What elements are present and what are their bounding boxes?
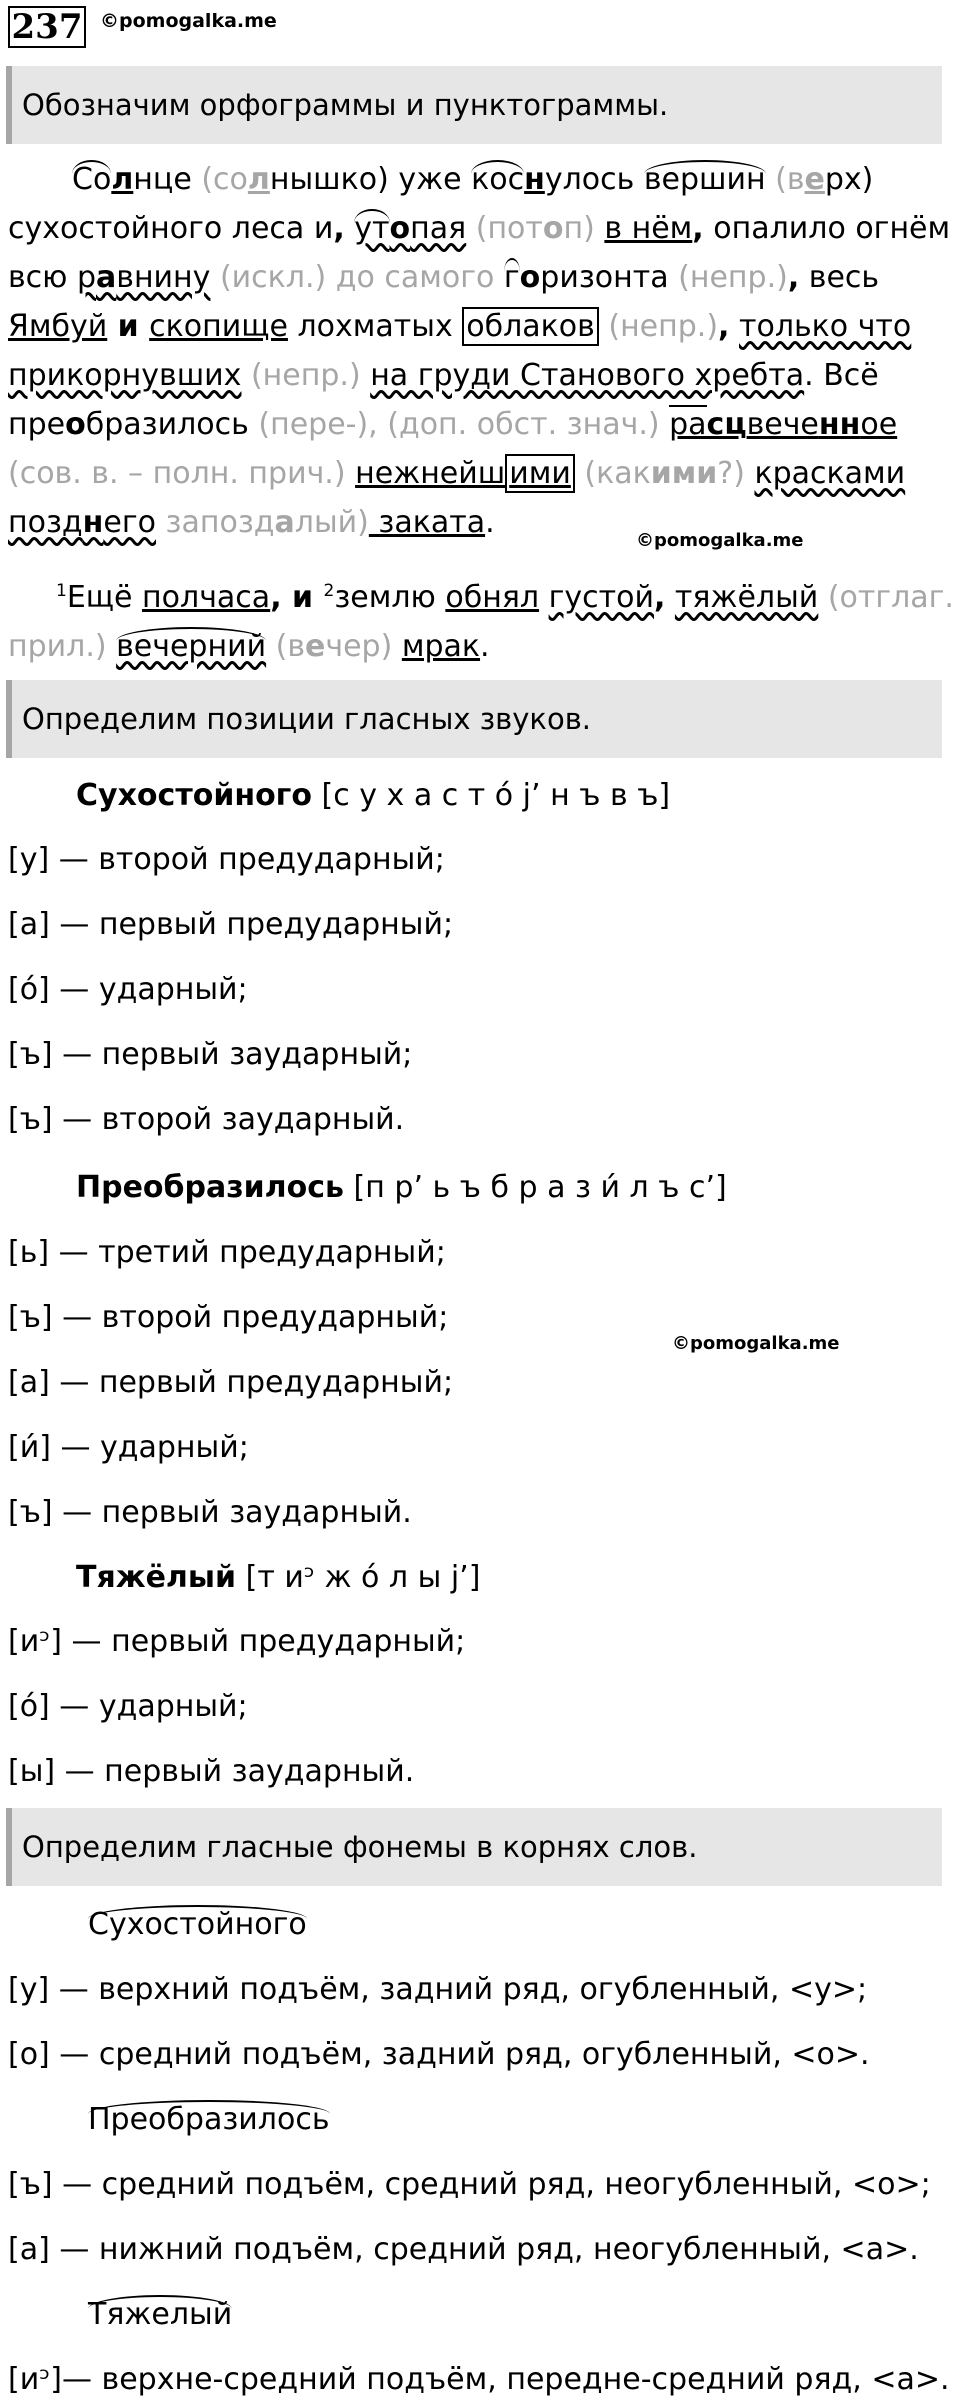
phonetic-line: [ъ] — второй предударный;	[8, 1300, 449, 1335]
phonetic-line: [а] — первый предударный;	[8, 907, 454, 942]
section-heading-vowels: Определим позиции гласных звуков.	[6, 680, 942, 758]
site-label: ©pomogalka.me	[100, 10, 277, 32]
phonetic-line: [ó] — ударный;	[8, 972, 248, 1007]
root-word-3: Тяжелый	[88, 2297, 233, 2332]
phonetic-heading-3: Тяжёлый [т иᵓ ж ó л ы j’]	[76, 1560, 481, 1595]
phoneme-line: [у] — верхний подъём, задний ряд, огубленный, <у>;	[8, 1972, 868, 2007]
phonetic-line: [иᵓ] — первый предударный;	[8, 1624, 466, 1659]
phonetic-line: [и́] — ударный;	[8, 1430, 249, 1465]
phoneme-line: [ъ] — средний подъём, средний ряд, неогубленный, <о>;	[8, 2167, 931, 2202]
task-number: 237	[8, 6, 86, 48]
phonetic-line: [ы] — первый заударный.	[8, 1754, 415, 1789]
section-heading-spelling: Обозначим орфограммы и пунктограммы.	[6, 66, 942, 144]
phoneme-line: [иᵓ]— верхне-средний подъём, передне-средний ряд, <а>.	[8, 2362, 950, 2397]
section-heading-phonemes: Определим гласные фонемы в корнях слов.	[6, 1808, 942, 1886]
phonetic-line: [у] — второй предударный;	[8, 842, 445, 877]
phoneme-line: [о] — средний подъём, задний ряд, огубленный, <о>.	[8, 2037, 870, 2072]
phonetic-line: [ó] — ударный;	[8, 1689, 248, 1724]
phonetic-line: [ъ] — второй заударный.	[8, 1102, 405, 1137]
annotated-text: Солнце (солнышко) уже коснулось вершин (верх) сухостойного леса и, утопая (потоп) в нём, опалило огнём всю равнину (искл.) до самого горизонта (непр.), весь Ямбуй и скопище лохматых облаков (непр.), только что прикорнувших (непр.) на груди Станового хребта. Всё преобразилось (пере-), (доп. обст. знач.) расцвеченное (сов. в. – полн. прич.) нежнейш ими (какими?) красками позднего запоздалый) заката.	[8, 162, 951, 540]
phonetic-heading-1: Сухостойного [с у х а с т ó j’ н ъ в ъ]	[76, 778, 671, 813]
watermark: ©pomogalka.me	[636, 530, 804, 551]
phonetic-line: [ъ] — первый заударный.	[8, 1495, 412, 1530]
phonetic-line: [а] — первый предударный;	[8, 1365, 454, 1400]
phonetic-line: [ь] — третий предударный;	[8, 1235, 446, 1270]
phonetic-heading-2: Преобразилось [п р’ ь ъ б р а з и́ л ъ с’]	[76, 1170, 727, 1205]
root-word-2: Преобразилось	[88, 2102, 330, 2137]
root-word-1: Сухостойного	[88, 1907, 307, 1942]
phoneme-line: [а] — нижний подъём, средний ряд, неогубленный, <а>.	[8, 2232, 919, 2267]
phonetic-line: [ъ] — первый заударный;	[8, 1037, 413, 1072]
watermark: ©pomogalka.me	[672, 1333, 840, 1354]
annotated-text-2: $^1$Ещё полчаса, и $^2$землю обнял густой, тяжёлый (отглаг. прил.) вечерний (вечер) мрак.	[8, 580, 954, 664]
